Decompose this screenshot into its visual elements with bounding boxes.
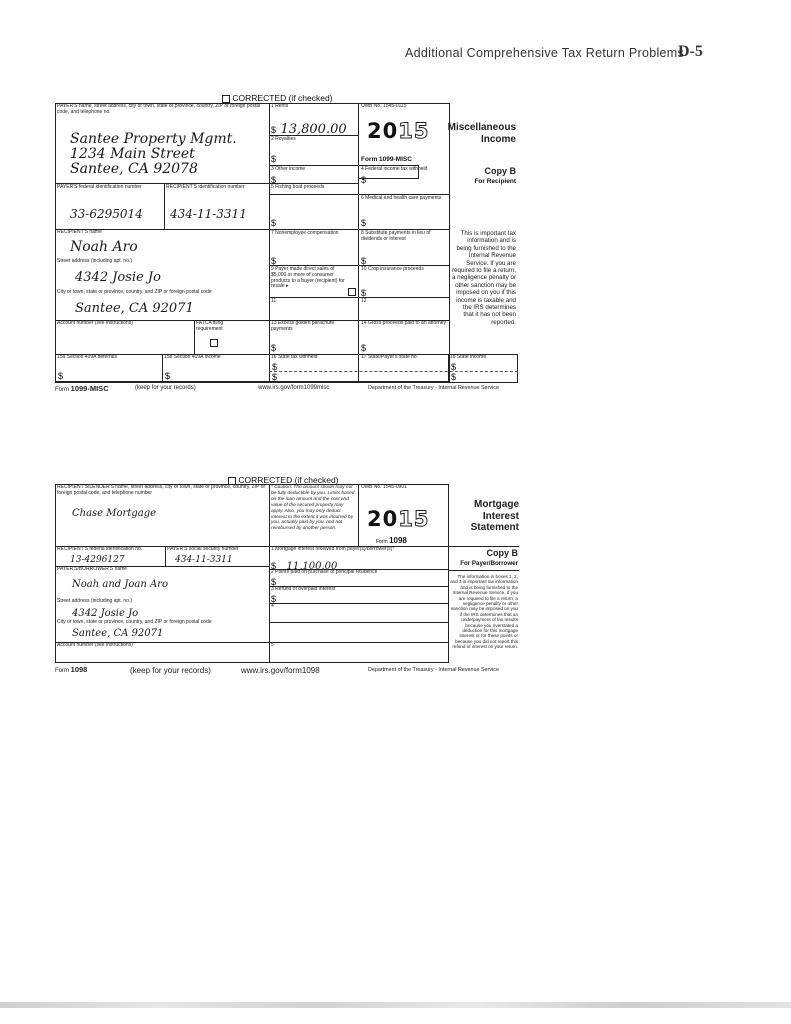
recipient-id: 434-11-3311 xyxy=(170,207,247,221)
recipient-name: Noah Aro xyxy=(70,239,138,255)
important-notice: This is important tax information and is being furnished to the Internal Revenue Service. If you are required to file a return, a negligence penalty or other sanction may be imposed on you if this income is taxable and the IRS determines that it has not been reported. xyxy=(452,230,516,326)
box7-dollar: $ xyxy=(271,256,277,266)
box13-label: 13 Excess golden parachute payments xyxy=(271,320,335,332)
payer-id: 33-6295014 xyxy=(70,207,143,221)
recipient-id-label: RECIPIENT'S identification number xyxy=(166,184,245,190)
box16-dollar-1: $ xyxy=(272,362,278,372)
box6-label: 6 Medical and health care payments xyxy=(361,195,442,201)
account-label: Account number (see instructions) xyxy=(57,320,133,326)
recipient-id-1098: 13-4296127 xyxy=(70,555,125,565)
box3-dollar-1098: $ xyxy=(271,594,277,604)
footer-keep-1098: (keep for your records) xyxy=(130,666,211,675)
box8-label: 8 Substitute payments in lieu of dividends or interest xyxy=(361,230,431,242)
footer-url-1098: www.irs.gov/form1098 xyxy=(241,666,320,675)
box9-label: 9 Payer made direct sales of $5,000 or more of consumer products to a buyer (recipient) for resale ▸ xyxy=(271,266,345,290)
box1-value-1098: 11,100.00 xyxy=(286,561,338,572)
box2-dollar: $ xyxy=(271,154,277,164)
payer-city: Santee, CA 92078 xyxy=(70,161,198,177)
footer-url: www.irs.gov/form1099misc xyxy=(258,385,330,391)
box4-label-1098: 4 xyxy=(271,603,274,609)
form-title-1098: Mortgage Interest Statement xyxy=(470,499,519,533)
tax-year: 2015 xyxy=(367,119,430,143)
box12-label: 12 xyxy=(361,298,367,304)
payer-label: PAYER'S name, street address, city or town, state or province, country, ZIP or foreign postal code, and telephone no. xyxy=(57,103,261,115)
footer-form-1098: Form 1098 xyxy=(55,665,88,674)
box9-checkbox[interactable] xyxy=(348,288,356,296)
box1-label-1098: 1 Mortgage interest received from payer(s)/borrower(s)* xyxy=(271,546,395,552)
caution-note: * Caution: The amount shown may not be fully deductible by you. Limits based on the loan amount and the cost and value of the secured property may apply. Also, you may only deduct interest to the extent it was incurred by you, actually paid by you, and not reimbursed by another person. xyxy=(271,485,355,532)
form-title: Miscellaneous Income xyxy=(447,122,516,145)
dollar-sign-1098: $ xyxy=(271,561,277,571)
page-number: D-5 xyxy=(678,43,703,60)
box15a-label: 15a Section 409A deferrals xyxy=(57,354,118,360)
scan-artifact-line xyxy=(0,1002,791,1008)
copy-b-label-1098: Copy B xyxy=(486,548,518,558)
box14-label: 14 Gross proceeds paid to an attorney xyxy=(361,320,447,326)
box15b-dollar: $ xyxy=(165,371,171,381)
dollar-sign: $ xyxy=(271,125,277,135)
payer-ssn-label: PAYER'S social security number xyxy=(167,546,239,552)
important-notice-1098: The information in boxes 1, 2, and 3 is important tax information and is being furnished to the Internal Revenue Service. If you are required to file a return, a negligence penalty or other sanction may be imposed on you if the IRS determines that an underpayment of tax results because you overstated a deduction for this mortgage interest or for these points or because you did not report this refund of interest on your return. xyxy=(450,574,518,650)
fatca-checkbox[interactable] xyxy=(210,339,218,347)
payer-id-label: PAYER'S federal identification number xyxy=(57,184,142,190)
box4-dollar: $ xyxy=(361,175,367,185)
city-label-1098: City or town, state or province, country, and ZIP or foreign postal code xyxy=(57,619,212,625)
box15a-dollar: $ xyxy=(58,371,64,381)
tax-year-1098: 2015 xyxy=(367,507,430,531)
box18-label: 18 State income xyxy=(450,354,487,360)
form-name: Form 1099-MISC xyxy=(361,156,412,163)
footer-form: Form 1099-MISC xyxy=(55,384,109,393)
box17-label: 17 State/Payer's state no. xyxy=(361,354,419,360)
box10-dollar: $ xyxy=(361,288,367,298)
box13-dollar: $ xyxy=(271,343,277,353)
box18-dollar-2: $ xyxy=(451,372,457,382)
box1-value: 13,800.00 xyxy=(280,122,347,137)
recipient-id-label-1098: RECIPIENT'S federal identification no. xyxy=(57,546,143,552)
box5-label-1098: 5 xyxy=(271,642,274,648)
fatca-label: FATCA filing requirement xyxy=(196,320,224,332)
payer-street: 1234 Main Street xyxy=(70,146,195,162)
box5-dollar: $ xyxy=(271,218,277,228)
payer-ssn: 434-11-3311 xyxy=(175,555,233,565)
copy-b-label: Copy B xyxy=(484,166,516,176)
box5-label: 5 Fishing boat proceeds xyxy=(271,184,325,190)
box1-label: 1 Rents xyxy=(271,103,289,109)
borrower-name: Noah and Joan Aro xyxy=(72,579,168,590)
corrected-checkbox-row xyxy=(222,93,333,103)
box16-label: 16 State tax withheld xyxy=(271,354,318,360)
city-label: City or town, state or province, country, and ZIP or foreign postal code xyxy=(57,289,212,295)
city-1098: Santee, CA 92071 xyxy=(72,628,164,639)
box8-dollar: $ xyxy=(361,256,367,266)
box2-dollar-1098: $ xyxy=(271,577,277,587)
lender-name: Chase Mortgage xyxy=(72,508,157,519)
corrected-label: CORRECTED (if checked) xyxy=(232,93,333,103)
box3-dollar: $ xyxy=(271,175,277,185)
box2-label-1098: 2 Points paid on purchase of principal residence xyxy=(271,569,378,575)
box4-label: 4 Federal income tax withheld xyxy=(361,166,428,172)
footer-dept-1098: Department of the Treasury - Internal Revenue Service xyxy=(368,667,499,673)
box10-label: 10 Crop insurance proceeds xyxy=(361,266,424,272)
box18-dollar-1: $ xyxy=(451,362,457,372)
box11-label: 11 xyxy=(271,298,277,304)
recipient-street: 4342 Josie Jo xyxy=(75,270,161,285)
box3-label-1098: 3 Refund of overpaid interest xyxy=(271,586,336,592)
street-label: Street address (including apt. no.) xyxy=(57,258,133,264)
borrower-label: PAYER'S/BORROWER'S name xyxy=(57,566,128,572)
recipient-city: Santee, CA 92071 xyxy=(75,301,194,316)
page-header-title: Additional Comprehensive Tax Return Problems xyxy=(405,46,685,60)
recipient-name-label: RECIPIENT'S name xyxy=(57,229,102,235)
box16-dollar-2: $ xyxy=(272,372,278,382)
footer-dept: Department of the Treasury - Internal Revenue Service xyxy=(368,385,499,391)
box6-dollar: $ xyxy=(361,218,367,228)
box15b-label: 15b Section 409A income xyxy=(164,354,221,360)
copy-for-1098: For Payer/Borrower xyxy=(460,560,518,567)
omb-number: OMB No. 1545-0115 xyxy=(361,103,407,109)
account-label-1098: Account number (see instructions) xyxy=(57,642,133,648)
omb-number-1098: OMB No. 1545-0901 xyxy=(361,484,407,490)
form-name-1098: Form 1098 xyxy=(376,536,407,545)
box3-label: 3 Other income xyxy=(271,166,306,172)
box14-dollar: $ xyxy=(361,343,367,353)
street-label-1098: Street address (including apt. no.) xyxy=(57,598,133,604)
copy-for: For Recipient xyxy=(474,178,516,185)
lender-label: RECIPIENT'S/LENDER'S name, street address, city or town, state or province, country, ZIP or foreign postal code, and telephone number xyxy=(57,484,266,496)
box2-label: 2 Royalties xyxy=(271,136,296,142)
box7-label: 7 Nonemployee compensation xyxy=(271,230,339,236)
corrected-checkbox[interactable] xyxy=(222,95,230,103)
corrected-label-1098: CORRECTED (if checked) xyxy=(238,475,339,485)
street-1098: 4342 Josie Jo xyxy=(72,608,139,619)
footer-keep: (keep for your records) xyxy=(135,385,196,391)
payer-name: Santee Property Mgmt. xyxy=(70,131,237,147)
